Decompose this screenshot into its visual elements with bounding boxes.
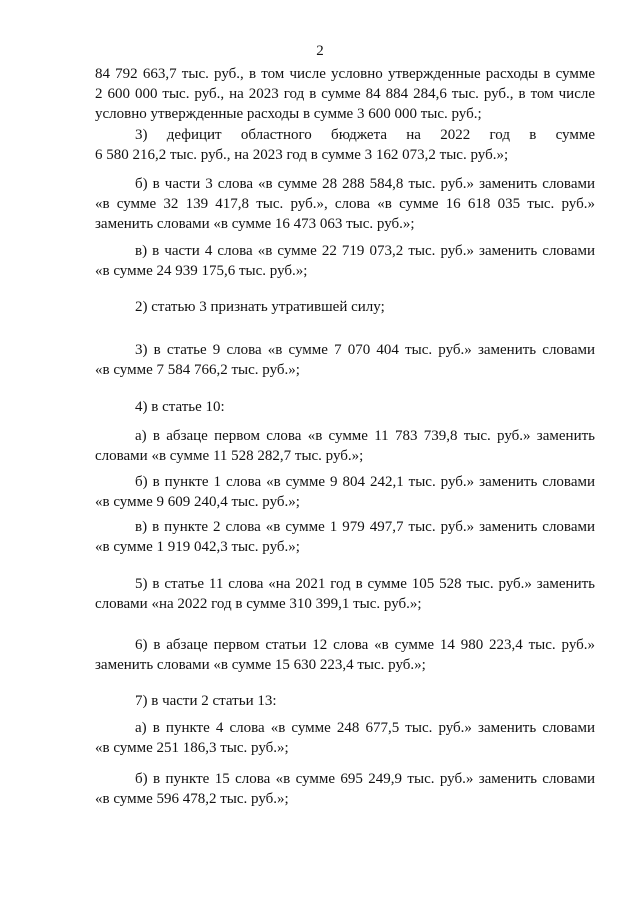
text-line: б) в части 3 слова «в сумме 28 288 584,8 тыс. руб.» заменить словами [135,176,595,192]
text-line: 7) в части 2 статьи 13: [135,693,277,709]
text-line: а) в абзаце первом слова «в сумме 11 783 739,8 тыс. руб.» заменить [135,428,595,444]
text-line: в) в части 4 слова «в сумме 22 719 073,2 тыс. руб.» заменить словами [135,243,595,259]
text-line: заменить словами «в сумме 16 473 063 тыс. руб.»; [95,216,415,232]
text-line: б) в пункте 15 слова «в сумме 695 249,9 тыс. руб.» заменить словами [135,771,595,787]
text-line: «в сумме 9 609 240,4 тыс. руб.»; [95,494,300,510]
text-line: заменить словами «в сумме 15 630 223,4 тыс. руб.»; [95,657,426,673]
text-line: 2 600 000 тыс. руб., на 2023 год в сумме 84 884 284,6 тыс. руб., в том числе [95,86,595,102]
text-line: 5) в статье 11 слова «на 2021 год в сумме 105 528 тыс. руб.» заменить [135,576,595,592]
text-line: в) в пункте 2 слова «в сумме 1 979 497,7 тыс. руб.» заменить словами [135,519,595,535]
text-line: 4) в статье 10: [135,399,225,415]
text-line: «в сумме 32 139 417,8 тыс. руб.», слова «в сумме 16 618 035 тыс. руб.» [95,196,595,212]
text-line: 3) дефицит областного бюджета на 2022 год в сумме [135,127,595,143]
text-line: «в сумме 1 919 042,3 тыс. руб.»; [95,539,300,555]
text-line: «в сумме 596 478,2 тыс. руб.»; [95,791,289,807]
text-line: 3) в статье 9 слова «в сумме 7 070 404 тыс. руб.» заменить словами [135,342,595,358]
text-line: 6) в абзаце первом статьи 12 слова «в сумме 14 980 223,4 тыс. руб.» [135,637,595,653]
text-line: 6 580 216,2 тыс. руб., на 2023 год в сумме 3 162 073,2 тыс. руб.»; [95,147,509,163]
text-line: 2) статью 3 признать утратившей силу; [135,299,385,315]
page-number: 2 [316,43,324,59]
text-line: «в сумме 24 939 175,6 тыс. руб.»; [95,263,308,279]
text-line: условно утвержденные расходы в сумме 3 600 000 тыс. руб.; [95,106,482,122]
text-line: б) в пункте 1 слова «в сумме 9 804 242,1 тыс. руб.» заменить словами [135,474,595,490]
text-line: словами «в сумме 11 528 282,7 тыс. руб.»; [95,448,364,464]
text-line: а) в пункте 4 слова «в сумме 248 677,5 тыс. руб.» заменить словами [135,720,595,736]
text-line: 84 792 663,7 тыс. руб., в том числе условно утвержденные расходы в сумме [95,66,595,82]
text-line: «в сумме 7 584 766,2 тыс. руб.»; [95,362,300,378]
text-line: «в сумме 251 186,3 тыс. руб.»; [95,740,289,756]
text-line: словами «на 2022 год в сумме 310 399,1 тыс. руб.»; [95,596,422,612]
